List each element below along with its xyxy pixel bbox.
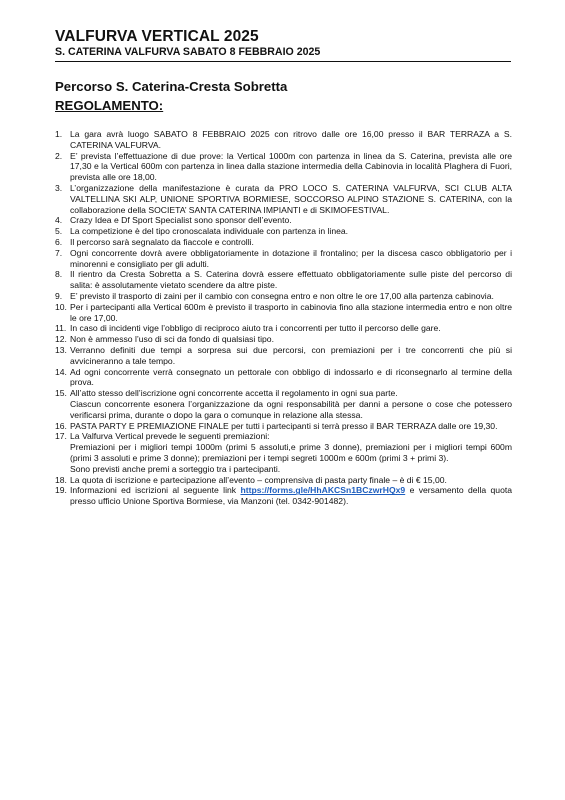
rule-text: Verranno definiti due tempi a sorpresa sui due percorsi, con premiazioni per i tre concorrenti che più si avvicineranno a tale tempo. [70,344,512,366]
rule-number: 13. [55,344,67,355]
rule-text: La gara avrà luogo SABATO 8 FEBBRAIO 2025 con ritrovo dalle ore 16,00 presso il BAR TERRAZA a S. CATERINA VALFURVA. [70,129,512,150]
event-subtitle: S. CATERINA VALFURVA SABATO 8 FEBBRAIO 2025 [55,46,321,58]
rule-number: 1. [55,129,63,139]
rule-item [55,421,512,432]
rule-item [55,334,512,345]
rule-text: In caso di incidenti vige l’obbligo di reciproco aiuto tra i concorrenti per tutto il percorso delle gare. [70,323,441,334]
rule-item [55,431,512,474]
rule-item [55,183,512,215]
rule-item [55,485,512,507]
rule-number: 18. [55,474,67,485]
event-title: VALFURVA VERTICAL 2025 [55,28,259,45]
rule-text: La competizione è del tipo cronoscalata individuale con partenza in linea. [70,226,349,237]
rule-number: 12. [55,334,67,345]
rule-number: 2. [55,150,63,161]
rule-item [55,475,512,486]
rule-text: Informazioni ed iscrizioni al seguente link [70,485,237,496]
rule-item [55,302,512,324]
rule-item [55,323,512,334]
rule-number: 5. [55,226,63,237]
rule-number: 4. [55,215,63,226]
rule-item [55,248,512,270]
registration-link[interactable]: https://forms.gle/HhAKCSn1BCzwrHQx9 [240,485,406,496]
rule-number: 15. [55,388,67,399]
rule-item [55,291,512,302]
rule-text-wrap [70,485,512,507]
rule-text: Ogni concorrente dovrà avere obbligatoriamente in dotazione il frontalino; per la discesa casco obbligatorio per i minorenni e consigliato per gli adulti. [70,247,512,269]
rule-item [55,237,512,248]
rule-text: E’ prevista l’effettuazione di due prove: la Vertical 1000m con partenza in linea da S. Caterina, prevista alle ore 17,30 e la Vertical 600m con partenza in linea dalla stazione intermedia della Cabinovia in località Plaghera di Fuori, prevista alle ore 18,00. [70,150,512,183]
rule-item [55,226,512,237]
rule-number: 16. [55,420,67,431]
rule-number: 3. [55,182,63,193]
rule-number: 19. [55,485,67,496]
section-title: REGOLAMENTO: [55,98,164,113]
rule-text-extra: Ciascun concorrente esonera l’organizzazione da ogni responsabilità per danni a persone o cose che potessero verificarsi prima, durante o dopo la gara o comunque in relazione alla stessa. [70,398,512,420]
rule-number: 11. [55,323,67,334]
header-underline [55,61,511,62]
rules-list [55,129,512,507]
rule-number: 7. [55,247,63,258]
rule-item [55,345,512,367]
rule-text: Il percorso sarà segnalato da fiaccole e controlli. [70,236,254,247]
rule-text: Il rientro da Cresta Sobretta a S. Caterina dovrà essere effettuato obbligatoriamente sulle piste del percorso di salita: è assolutamente vietato scendere da altre piste. [70,269,512,291]
rule-item [55,269,512,291]
rule-number: 14. [55,366,67,377]
rule-number: 8. [55,269,63,280]
rule-text: All’atto stesso dell’iscrizione ogni concorrente accetta il regolamento in ogni sua parte. [70,388,398,399]
rule-text: Per i partecipanti alla Vertical 600m è previsto il trasporto in cabinovia fino alla stazione intermedia entro e non oltre le ore 17,00. [70,301,512,323]
rule-text: L’organizzazione della manifestazione è curata da PRO LOCO S. CATERINA VALFURVA, SCI CLUB ALTA VALTELLINA SKI ALP, UNIONE SPORTIVA BORMIESE, SOCCORSO ALPINO STAZIONE S. CATERINA, con la collaborazione della SOCIETA’ SANTA CATERINA IMPIANTI e di SKIMOFESTIVAL. [70,182,512,215]
rule-number: 17. [55,431,67,442]
rule-item [55,215,512,226]
rule-text: Non è ammesso l’uso di sci da fondo di qualsiasi tipo. [70,334,274,345]
rule-text: Crazy Idea e Df Sport Specialist sono sponsor dell’evento. [70,215,292,226]
rule-text-extra: Sono previsti anche premi a sorteggio tra i partecipanti. [70,463,281,474]
rule-text: E’ previsto il trasporto di zaini per il cambio con consegna entro e non oltre le ore 17,00 alla partenza cabinovia. [70,290,494,301]
rule-number: 10. [55,301,67,312]
rule-text-extra: Premiazioni per i migliori tempi 1000m (primi 5 assoluti,e prime 3 donne), premiazioni per i migliori tempi 600m (primi 3 assoluti e prime 3 donne); premiazioni per i tempi segreti 1000m e 600m (primi 3 + primi 3). [70,442,512,463]
rule-item [55,388,512,420]
rule-text: La Valfurva Vertical prevede le seguenti premiazioni: [70,431,270,442]
rule-number: 6. [55,236,63,247]
rule-number: 9. [55,290,63,301]
rule-item [55,129,512,151]
rule-text: PASTA PARTY E PREMIAZIONE FINALE per tutti i partecipanti si terrà presso il BAR TERRAZA dalle ore 19,30. [70,420,498,431]
rule-item [55,151,512,183]
route-title: Percorso S. Caterina-Cresta Sobretta [55,79,288,94]
rule-item [55,367,512,389]
rule-text: La quota di iscrizione e partecipazione all’evento – comprensiva di pasta party finale – è di € 15,00. [70,474,447,485]
rule-text-after: e versamento della quota presso ufficio Unione Sportiva Bormiese, via Manzoni (tel. 0342-901482). [70,485,513,507]
rule-text: Ad ogni concorrente verrà consegnato un pettorale con obbligo di indossarlo e di riconsegnarlo al termine della prova. [70,366,512,388]
